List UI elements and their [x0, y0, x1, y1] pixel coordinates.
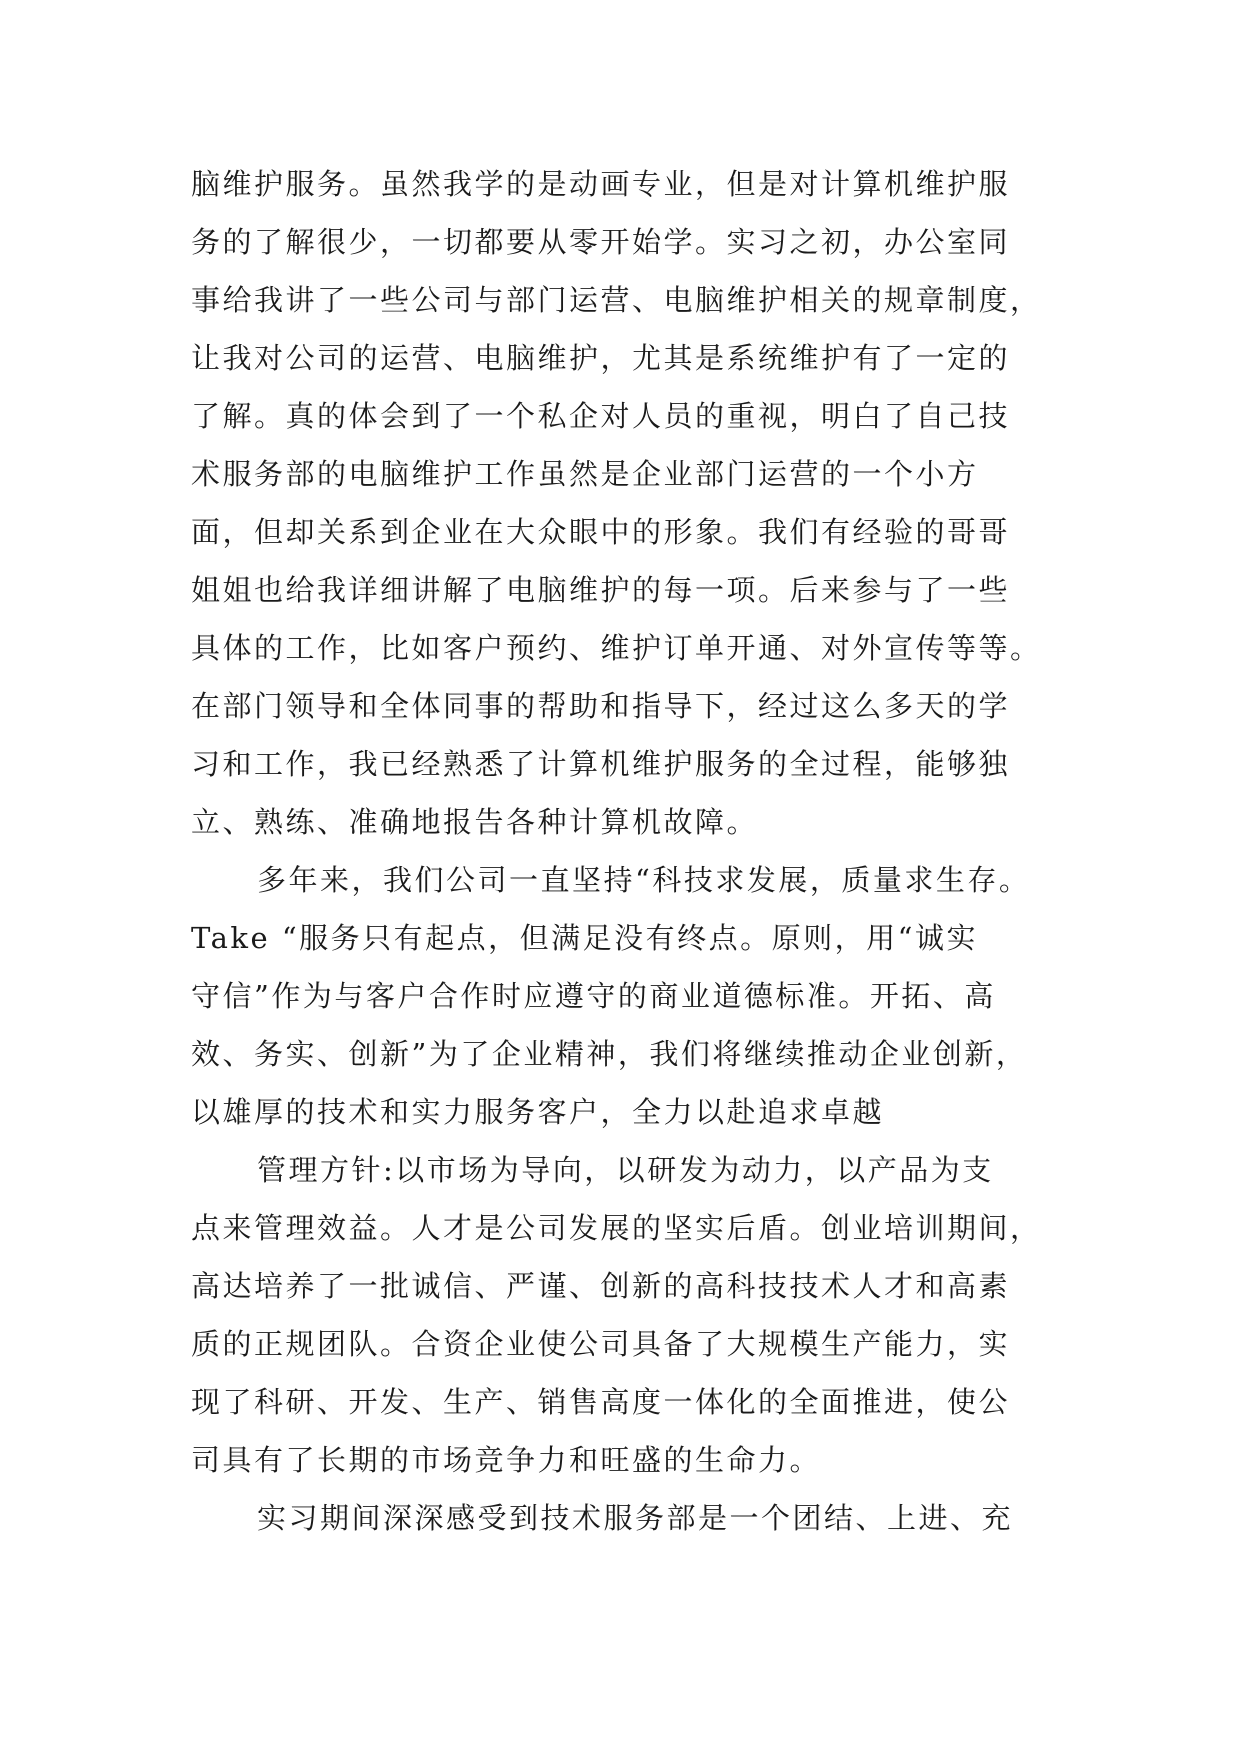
- text-line: 在部门领导和全体同事的帮助和指导下，经过这么多天的学: [191, 689, 1011, 723]
- paragraph-start-line: 管理方针:以市场为导向，以研发为动力，以产品为支: [257, 1153, 994, 1187]
- text-line: 术服务部的电脑维护工作虽然是企业部门运营的一个小方: [191, 457, 979, 491]
- text-line: 效、务实、创新”为了企业精神，我们将继续推动企业创新，: [191, 1037, 1028, 1071]
- text-line: 事给我讲了一些公司与部门运营、电脑维护相关的规章制度，: [191, 283, 1042, 317]
- text-line: 高达培养了一批诚信、严谨、创新的高科技技术人才和高素: [191, 1269, 1011, 1303]
- text-line: 质的正规团队。合资企业使公司具备了大规模生产能力，实: [191, 1327, 1011, 1361]
- paragraph-start-line: 多年来，我们公司一直坚持“科技求发展，质量求生存。: [257, 863, 1031, 897]
- text-line: 点来管理效益。人才是公司发展的坚实后盾。创业培训期间，: [191, 1211, 1042, 1245]
- text-line: 面，但却关系到企业在大众眼中的形象。我们有经验的哥哥: [191, 515, 1011, 549]
- text-line: 立、熟练、准确地报告各种计算机故障。: [191, 805, 759, 839]
- text-line: 守信”作为与客户合作时应遵守的商业道德标准。开拓、高: [191, 979, 996, 1013]
- text-line: 习和工作，我已经熟悉了计算机维护服务的全过程，能够独: [191, 747, 1011, 781]
- paragraph-start-line: 实习期间深深感受到技术服务部是一个团结、上进、充: [257, 1501, 1014, 1535]
- text-line: 让我对公司的运营、电脑维护，尤其是系统维护有了一定的: [191, 341, 1011, 375]
- text-line: 具体的工作，比如客户预约、维护订单开通、对外宣传等等。: [191, 631, 1042, 665]
- text-line: 现了科研、开发、生产、销售高度一体化的全面推进，使公: [191, 1385, 1011, 1419]
- text-line: 了解。真的体会到了一个私企对人员的重视，明白了自己技: [191, 399, 1011, 433]
- text-line: 脑维护服务。虽然我学的是动画专业，但是对计算机维护服: [191, 167, 1011, 201]
- text-line: Take “服务只有起点，但满足没有终点。原则，用“诚实: [191, 921, 978, 955]
- text-line: 姐姐也给我详细讲解了电脑维护的每一项。后来参与了一些: [191, 573, 1011, 607]
- text-line: 务的了解很少，一切都要从零开始学。实习之初，办公室同: [191, 225, 1011, 259]
- text-line: 司具有了长期的市场竞争力和旺盛的生命力。: [191, 1443, 822, 1477]
- text-line: 以雄厚的技术和实力服务客户，全力以赴追求卓越: [191, 1095, 885, 1129]
